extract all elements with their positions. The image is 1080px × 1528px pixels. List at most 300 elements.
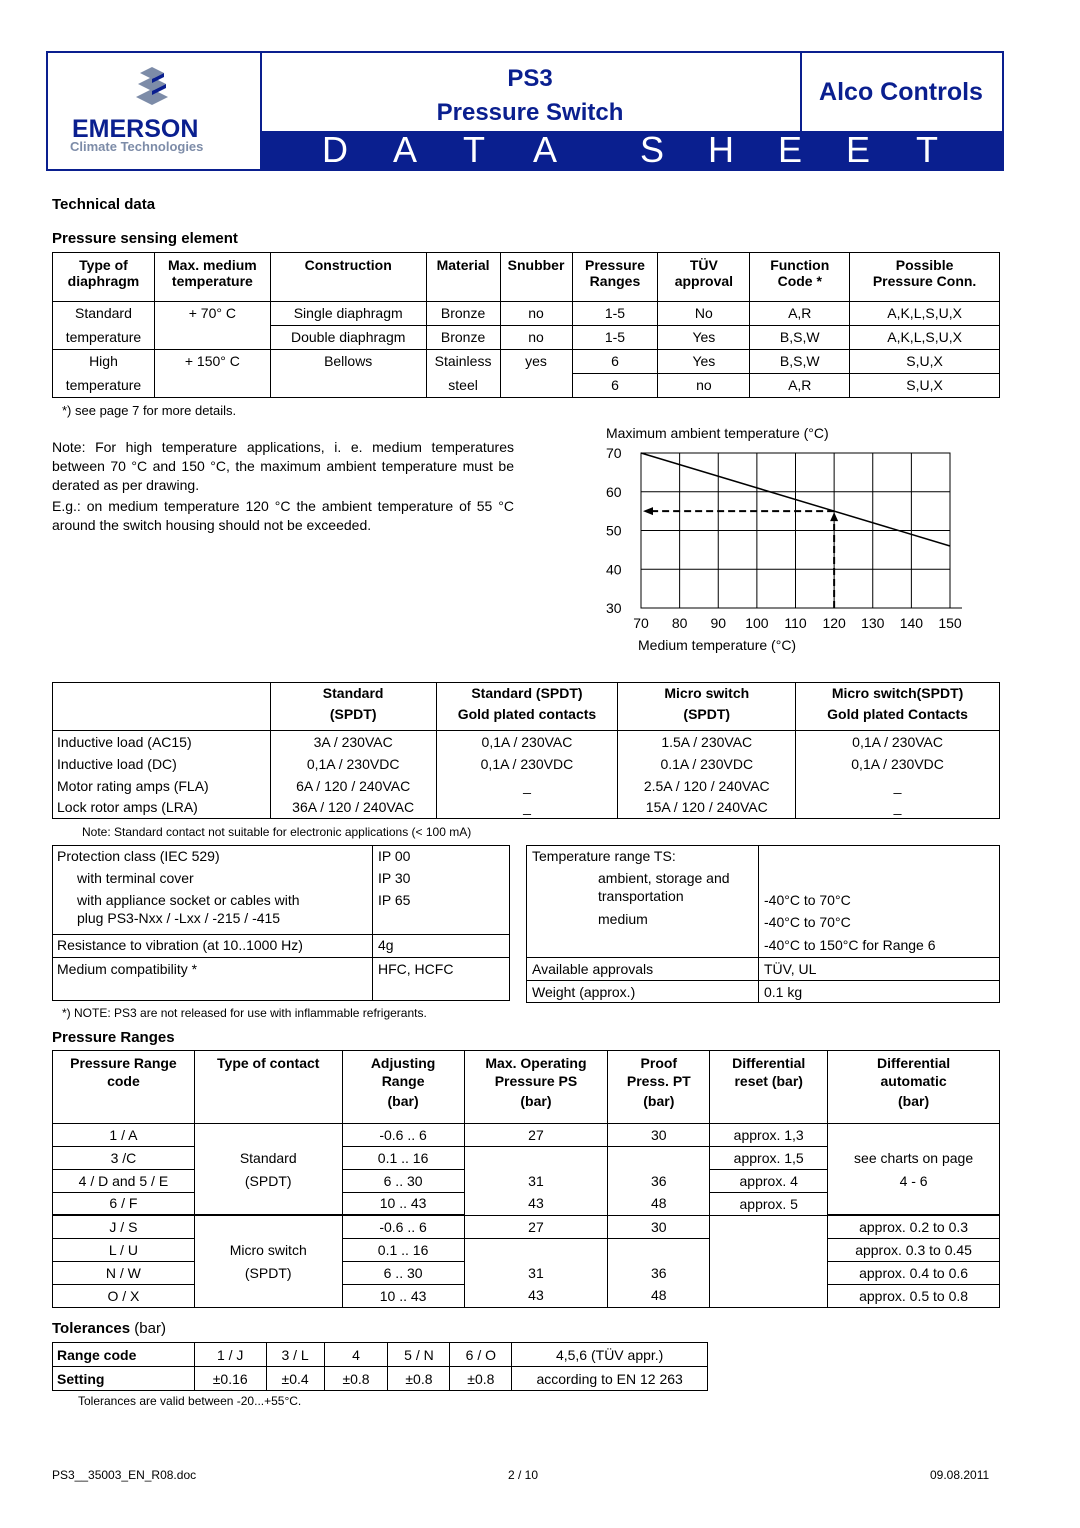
y-tick-label: 70 bbox=[606, 445, 622, 461]
title-cell bbox=[260, 53, 802, 131]
table-cell: 2.5A / 120 / 240VAC bbox=[618, 775, 796, 797]
table-row bbox=[53, 1123, 1000, 1146]
table-cell: 4 / D and 5 / E bbox=[53, 1169, 195, 1192]
table-cell: 30 bbox=[608, 1123, 710, 1146]
table-cell bbox=[154, 293, 270, 301]
table-row bbox=[53, 301, 1000, 325]
column-header: temperature bbox=[154, 273, 270, 293]
table-cell: approx. 0.3 to 0.45 bbox=[828, 1238, 1000, 1261]
table-cell: ±0.8 bbox=[324, 1367, 388, 1391]
footer-page: 2 / 10 bbox=[508, 1468, 539, 1482]
column-header bbox=[53, 704, 271, 725]
column-header: (bar) bbox=[464, 1091, 608, 1111]
column-header: Type of bbox=[53, 253, 155, 274]
table-cell: High bbox=[53, 349, 155, 373]
column-header: Proof bbox=[608, 1051, 710, 1072]
table-cell: 1-5 bbox=[572, 301, 658, 325]
table-cell bbox=[710, 1238, 828, 1261]
column-header: Pressure Conn. bbox=[850, 273, 1000, 293]
table-cell: Standard bbox=[194, 1146, 342, 1169]
table-cell bbox=[850, 293, 1000, 301]
table-cell: _ bbox=[436, 775, 618, 797]
table-cell: 1 / J bbox=[194, 1343, 266, 1367]
table-cell: ±0.16 bbox=[194, 1367, 266, 1391]
table-cell: 6 .. 30 bbox=[342, 1169, 464, 1192]
table-cell: _ bbox=[796, 797, 1000, 819]
band-letter: D bbox=[322, 129, 351, 170]
x-tick-label: 120 bbox=[822, 615, 846, 631]
table-cell: 31 bbox=[464, 1261, 608, 1284]
table-cell: 15A / 120 / 240VAC bbox=[618, 797, 796, 819]
band-letter: A bbox=[393, 129, 421, 170]
table-cell: Yes bbox=[658, 349, 750, 373]
table-cell: Setting bbox=[53, 1367, 195, 1391]
header-row bbox=[53, 683, 1000, 704]
table-cell: 31 bbox=[464, 1169, 608, 1192]
column-header: Standard (SPDT) bbox=[436, 683, 618, 704]
table-cell: N / W bbox=[53, 1261, 195, 1284]
header-row bbox=[53, 273, 1000, 293]
contacts-note: Note: Standard contact not suitable for electronic applications (< 100 mA) bbox=[82, 825, 472, 839]
table-cell: Bronze bbox=[426, 301, 500, 325]
header-row bbox=[53, 253, 1000, 274]
product-code: PS3 bbox=[507, 65, 553, 92]
logo-text: EMERSON bbox=[72, 115, 199, 143]
table-cell: 6 / F bbox=[53, 1192, 195, 1215]
table-cell bbox=[500, 373, 572, 397]
table-cell: 27 bbox=[464, 1123, 608, 1146]
header-row bbox=[53, 704, 1000, 725]
table-cell: 0,1A / 230VAC bbox=[796, 731, 1000, 753]
band-letter: T bbox=[463, 129, 488, 170]
table-cell: Stainless bbox=[426, 349, 500, 373]
table-cell: J / S bbox=[53, 1215, 195, 1238]
table-cell: 10 .. 43 bbox=[342, 1192, 464, 1215]
column-header: approval bbox=[658, 273, 750, 293]
protection-line bbox=[52, 957, 510, 958]
table-cell: 3 / L bbox=[266, 1343, 324, 1367]
table-cell: O / X bbox=[53, 1284, 195, 1307]
approvals-label: Available approvals bbox=[532, 961, 654, 977]
ambient-label-1: ambient, storage and bbox=[598, 870, 730, 886]
brand-name: Alco Controls bbox=[819, 78, 983, 106]
product-name: Pressure Switch bbox=[436, 99, 624, 126]
table-cell bbox=[608, 1111, 710, 1123]
table-cell: 3 /C bbox=[53, 1146, 195, 1169]
header-row bbox=[53, 1051, 1000, 1072]
table-cell bbox=[828, 1111, 1000, 1123]
vibration-value: 4g bbox=[378, 937, 394, 953]
column-header: (SPDT) bbox=[270, 704, 436, 725]
derating-chart bbox=[600, 444, 980, 664]
column-header: Material bbox=[426, 253, 500, 274]
table-cell bbox=[342, 1111, 464, 1123]
header-row bbox=[53, 1091, 1000, 1111]
x-tick-label: 150 bbox=[938, 615, 962, 631]
column-header bbox=[194, 1091, 342, 1111]
band-letter: E bbox=[846, 129, 874, 170]
note-paragraph-1: Note: For high temperature applications, i. e. medium temperatures between 70 °C and 150 °C, the maximum ambient temperature must be derated as per drawing. bbox=[52, 439, 514, 493]
column-header bbox=[53, 1091, 195, 1111]
table-cell: 6 .. 30 bbox=[342, 1261, 464, 1284]
x-tick-label: 90 bbox=[710, 615, 727, 631]
table-cell: 10 .. 43 bbox=[342, 1284, 464, 1307]
weight-value: 0.1 kg bbox=[764, 984, 803, 1000]
example-arrow-up bbox=[830, 512, 838, 521]
medium-temp-value: -40°C to 70°C bbox=[764, 914, 851, 930]
table-cell: 0,1A / 230VAC bbox=[436, 731, 618, 753]
table-cell: 6A / 120 / 240VAC bbox=[270, 775, 436, 797]
table-cell: approx. 4 bbox=[710, 1169, 828, 1192]
vibration-label: Resistance to vibration (at 10..1000 Hz) bbox=[57, 937, 303, 953]
table-cell bbox=[154, 373, 270, 397]
range6-temp-value: -40°C to 150°C for Range 6 bbox=[764, 937, 936, 953]
table-cell: S,U,X bbox=[850, 349, 1000, 373]
table-cell bbox=[710, 1261, 828, 1284]
socket-label-1: with appliance socket or cables with bbox=[77, 892, 300, 908]
table-cell: + 70° C bbox=[154, 301, 270, 325]
table-cell bbox=[464, 1238, 608, 1261]
table-cell: approx. 0.5 to 0.8 bbox=[828, 1284, 1000, 1307]
column-header: Pressure Range bbox=[53, 1051, 195, 1072]
table-cell: _ bbox=[796, 775, 1000, 797]
table-cell: Bronze bbox=[426, 325, 500, 349]
column-header: Max. medium bbox=[154, 253, 270, 274]
column-header: automatic bbox=[828, 1071, 1000, 1091]
table-cell: Micro switch bbox=[194, 1238, 342, 1261]
table-cell: ±0.8 bbox=[388, 1367, 450, 1391]
table-cell: 4 bbox=[324, 1343, 388, 1367]
x-tick-label: 110 bbox=[784, 615, 807, 631]
section-pressure-sensing: Pressure sensing element bbox=[52, 230, 238, 247]
column-header bbox=[194, 1071, 342, 1091]
terminal-cover-label: with terminal cover bbox=[77, 870, 194, 886]
table-cell: + 150° C bbox=[154, 349, 270, 373]
table-cell: 0,1A / 230VDC bbox=[270, 753, 436, 775]
table-cell: Single diaphragm bbox=[270, 301, 426, 325]
table-cell bbox=[500, 293, 572, 301]
table-cell bbox=[194, 1284, 342, 1307]
table-cell: (SPDT) bbox=[194, 1261, 342, 1284]
table-cell bbox=[194, 1111, 342, 1123]
temperature-line bbox=[526, 957, 1000, 958]
chart-title: Maximum ambient temperature (°C) bbox=[606, 425, 829, 441]
table-cell: see charts on page bbox=[828, 1146, 1000, 1169]
table-cell: 0,1A / 230VDC bbox=[796, 753, 1000, 775]
protection-class-value: IP 00 bbox=[378, 848, 411, 864]
data-sheet-band bbox=[260, 131, 1002, 169]
column-header: Construction bbox=[270, 253, 426, 274]
table-row bbox=[53, 325, 1000, 349]
column-header: TÜV bbox=[658, 253, 750, 274]
table-cell bbox=[426, 293, 500, 301]
y-tick-label: 60 bbox=[606, 483, 622, 500]
table-row bbox=[53, 1284, 1000, 1307]
ambient-label-2: transportation bbox=[598, 888, 684, 904]
table-cell: 27 bbox=[464, 1215, 608, 1238]
table-cell: L / U bbox=[53, 1238, 195, 1261]
table-cell: -0.6 .. 6 bbox=[342, 1123, 464, 1146]
table-cell: approx. 1,3 bbox=[710, 1123, 828, 1146]
table-cell: 0,1A / 230VDC bbox=[436, 753, 618, 775]
column-header bbox=[53, 683, 271, 704]
socket-value: IP 65 bbox=[378, 892, 411, 908]
table-cell: No bbox=[658, 301, 750, 325]
contacts-table bbox=[52, 682, 1000, 819]
column-header: (bar) bbox=[608, 1091, 710, 1111]
chart-xlabel: Medium temperature (°C) bbox=[638, 637, 797, 653]
table-cell: approx. 1,5 bbox=[710, 1146, 828, 1169]
table-cell bbox=[53, 1111, 195, 1123]
table-cell: 5 / N bbox=[388, 1343, 450, 1367]
table-cell bbox=[828, 1192, 1000, 1215]
spacer-row bbox=[53, 293, 1000, 301]
column-header: Differential bbox=[828, 1051, 1000, 1072]
table-cell: 1-5 bbox=[572, 325, 658, 349]
table-cell: Yes bbox=[658, 325, 750, 349]
column-header: Function bbox=[750, 253, 850, 274]
medium-compat-label: Medium compatibility * bbox=[57, 961, 198, 977]
column-header: Possible bbox=[850, 253, 1000, 274]
band-letter: E bbox=[778, 129, 806, 170]
table-cell: (SPDT) bbox=[194, 1169, 342, 1192]
y-tick-label: 30 bbox=[606, 600, 622, 616]
table-cell: 1.5A / 230VAC bbox=[618, 731, 796, 753]
column-header bbox=[500, 273, 572, 293]
column-header: Range bbox=[342, 1071, 464, 1091]
note-paragraph-2: E.g.: on medium temperature 120 °C the ambient temperature of 55 °C around the switch housing should not be exceeded. bbox=[52, 498, 514, 533]
column-header: (bar) bbox=[828, 1091, 1000, 1111]
table-cell bbox=[710, 1111, 828, 1123]
footer-date: 09.08.2011 bbox=[930, 1468, 990, 1482]
weight-label: Weight (approx.) bbox=[532, 984, 636, 1000]
table-cell: temperature bbox=[53, 373, 155, 397]
column-header: reset (bar) bbox=[710, 1071, 828, 1091]
column-header: Code * bbox=[750, 273, 850, 293]
table-cell: approx. 5 bbox=[710, 1192, 828, 1215]
table-cell: 30 bbox=[608, 1215, 710, 1238]
table-row bbox=[53, 373, 1000, 397]
band-letter: T bbox=[916, 129, 941, 170]
column-header: Pressure PS bbox=[464, 1071, 608, 1091]
table-cell: 6 bbox=[572, 373, 658, 397]
table-cell: ±0.4 bbox=[266, 1367, 324, 1391]
column-header: code bbox=[53, 1071, 195, 1091]
table-cell: 36A / 120 / 240VAC bbox=[270, 797, 436, 819]
column-header: Adjusting bbox=[342, 1051, 464, 1072]
table-cell: 48 bbox=[608, 1284, 710, 1307]
table-row bbox=[53, 775, 1000, 797]
tolerances-note: Tolerances are valid between -20...+55°C. bbox=[78, 1394, 302, 1408]
table-cell bbox=[270, 293, 426, 301]
table-row bbox=[53, 1367, 708, 1391]
column-header: Micro switch bbox=[618, 683, 796, 704]
table-cell: 6 / O bbox=[450, 1343, 512, 1367]
spacer-row bbox=[53, 1111, 1000, 1123]
column-header: diaphragm bbox=[53, 273, 155, 293]
column-header: Snubber bbox=[500, 253, 572, 274]
table-cell: Motor rating amps (FLA) bbox=[53, 775, 271, 797]
table-cell bbox=[608, 1238, 710, 1261]
tolerances-table bbox=[52, 1342, 708, 1391]
table-cell bbox=[710, 1284, 828, 1307]
table-cell: 48 bbox=[608, 1192, 710, 1215]
band-letter: H bbox=[708, 129, 737, 170]
column-header: Max. Operating bbox=[464, 1051, 608, 1072]
table-cell bbox=[710, 1215, 828, 1238]
table-row bbox=[53, 731, 1000, 753]
table-cell bbox=[194, 1215, 342, 1238]
table-cell: according to EN 12 263 bbox=[512, 1367, 708, 1391]
approvals-value: TÜV, UL bbox=[764, 961, 817, 977]
table-cell: Double diaphragm bbox=[270, 325, 426, 349]
band-letter: S bbox=[640, 129, 668, 170]
table-cell: 36 bbox=[608, 1169, 710, 1192]
column-header: Gold plated Contacts bbox=[796, 704, 1000, 725]
table-cell: 6 bbox=[572, 349, 658, 373]
table-cell bbox=[194, 1123, 342, 1146]
refrigerant-note: *) NOTE: PS3 are not released for use with inflammable refrigerants. bbox=[62, 1006, 427, 1020]
table-cell: ±0.8 bbox=[450, 1367, 512, 1391]
table-row bbox=[53, 1192, 1000, 1215]
emerson-logo-icon bbox=[134, 65, 170, 111]
footer-file: PS3__35003_EN_R08.doc bbox=[52, 1468, 197, 1482]
header-row bbox=[53, 1071, 1000, 1091]
table-cell: B,S,W bbox=[750, 325, 850, 349]
protection-divider bbox=[372, 845, 373, 1001]
table-cell bbox=[270, 373, 426, 397]
column-header: Pressure bbox=[572, 253, 658, 274]
temperature-line bbox=[526, 980, 1000, 981]
y-tick-label: 40 bbox=[606, 561, 622, 578]
table-cell: no bbox=[500, 325, 572, 349]
table-cell: no bbox=[500, 301, 572, 325]
table-cell bbox=[53, 293, 155, 301]
table-cell bbox=[750, 293, 850, 301]
ranges-table bbox=[52, 1050, 1000, 1308]
table-cell: approx. 0.2 to 0.3 bbox=[828, 1215, 1000, 1238]
column-header bbox=[710, 1091, 828, 1111]
column-header: Standard bbox=[270, 683, 436, 704]
table-row bbox=[53, 1343, 708, 1367]
column-header: Ranges bbox=[572, 273, 658, 293]
table-row bbox=[53, 1261, 1000, 1284]
table-cell: steel bbox=[426, 373, 500, 397]
protection-class-label: Protection class (IEC 529) bbox=[57, 848, 220, 864]
table-cell: A,R bbox=[750, 301, 850, 325]
table-row bbox=[53, 1238, 1000, 1261]
table-cell: S,U,X bbox=[850, 373, 1000, 397]
table-cell: 0.1 .. 16 bbox=[342, 1146, 464, 1169]
table-row bbox=[53, 753, 1000, 775]
table-cell bbox=[658, 293, 750, 301]
table-row bbox=[53, 1146, 1000, 1169]
socket-label-2: plug PS3-Nxx / -Lxx / -215 / -415 bbox=[77, 910, 281, 926]
temp-range-label: Temperature range TS: bbox=[532, 848, 676, 864]
y-tick-label: 50 bbox=[606, 522, 622, 539]
table-cell: A,K,L,S,U,X bbox=[850, 301, 1000, 325]
table-cell: Standard bbox=[53, 301, 155, 325]
table-cell: Inductive load (DC) bbox=[53, 753, 271, 775]
sensing-footnote: *) see page 7 for more details. bbox=[62, 403, 237, 418]
table-row bbox=[53, 797, 1000, 819]
table-cell bbox=[828, 1123, 1000, 1146]
section-tolerances bbox=[52, 1320, 166, 1337]
terminal-cover-value: IP 30 bbox=[378, 870, 411, 886]
section-pressure-ranges: Pressure Ranges bbox=[52, 1029, 175, 1046]
table-cell bbox=[572, 293, 658, 301]
column-header: Press. PT bbox=[608, 1071, 710, 1091]
ambient-value: -40°C to 70°C bbox=[764, 892, 851, 908]
tolerances-title: Tolerances bbox=[52, 1320, 131, 1337]
table-cell: 43 bbox=[464, 1192, 608, 1215]
table-cell bbox=[464, 1111, 608, 1123]
table-cell: no bbox=[658, 373, 750, 397]
section-technical-data: Technical data bbox=[52, 196, 156, 213]
table-cell: B,S,W bbox=[750, 349, 850, 373]
band-letter: A bbox=[533, 129, 561, 170]
logo-cell bbox=[48, 53, 262, 169]
table-cell: Inductive load (AC15) bbox=[53, 731, 271, 753]
column-header: (SPDT) bbox=[618, 704, 796, 725]
table-cell bbox=[608, 1146, 710, 1169]
column-header: Gold plated contacts bbox=[436, 704, 618, 725]
table-cell bbox=[194, 1192, 342, 1215]
table-row bbox=[53, 1215, 1000, 1238]
table-row bbox=[53, 1169, 1000, 1192]
x-tick-label: 70 bbox=[633, 615, 649, 631]
table-cell: A,R bbox=[750, 373, 850, 397]
table-cell: 4 - 6 bbox=[828, 1169, 1000, 1192]
table-cell: 43 bbox=[464, 1284, 608, 1307]
table-cell: A,K,L,S,U,X bbox=[850, 325, 1000, 349]
x-tick-label: 130 bbox=[861, 615, 885, 631]
table-cell: 3A / 230VAC bbox=[270, 731, 436, 753]
column-header: Type of contact bbox=[194, 1051, 342, 1072]
table-cell: 0.1A / 230VDC bbox=[618, 753, 796, 775]
table-cell: _ bbox=[436, 797, 618, 819]
x-tick-label: 140 bbox=[899, 615, 924, 631]
column-header bbox=[426, 273, 500, 293]
header-box bbox=[46, 51, 1004, 171]
table-cell: 0.1 .. 16 bbox=[342, 1238, 464, 1261]
table-cell bbox=[154, 325, 270, 349]
protection-line bbox=[52, 934, 510, 935]
x-tick-label: 80 bbox=[671, 615, 688, 631]
table-cell: 4,5,6 (TÜV appr.) bbox=[512, 1343, 708, 1367]
medium-compat-value: HFC, HCFC bbox=[378, 961, 454, 977]
column-header: Micro switch(SPDT) bbox=[796, 683, 1000, 704]
table-cell: Bellows bbox=[270, 349, 426, 373]
table-cell: temperature bbox=[53, 325, 155, 349]
x-tick-label: 100 bbox=[745, 615, 769, 631]
table-cell: approx. 0.4 to 0.6 bbox=[828, 1261, 1000, 1284]
table-cell: Range code bbox=[53, 1343, 195, 1367]
table-cell: yes bbox=[500, 349, 572, 373]
column-header: (bar) bbox=[342, 1091, 464, 1111]
logo-subtext: Climate Technologies bbox=[70, 139, 204, 154]
column-header bbox=[270, 273, 426, 293]
column-header: Differential bbox=[710, 1051, 828, 1072]
table-cell: 36 bbox=[608, 1261, 710, 1284]
medium-temp-label: medium bbox=[598, 911, 648, 927]
sensing-table bbox=[52, 252, 1000, 398]
table-row bbox=[53, 349, 1000, 373]
table-cell: Lock rotor amps (LRA) bbox=[53, 797, 271, 819]
example-arrow-left bbox=[643, 507, 653, 515]
table-cell: 1 / A bbox=[53, 1123, 195, 1146]
tolerances-unit: (bar) bbox=[134, 1320, 166, 1337]
